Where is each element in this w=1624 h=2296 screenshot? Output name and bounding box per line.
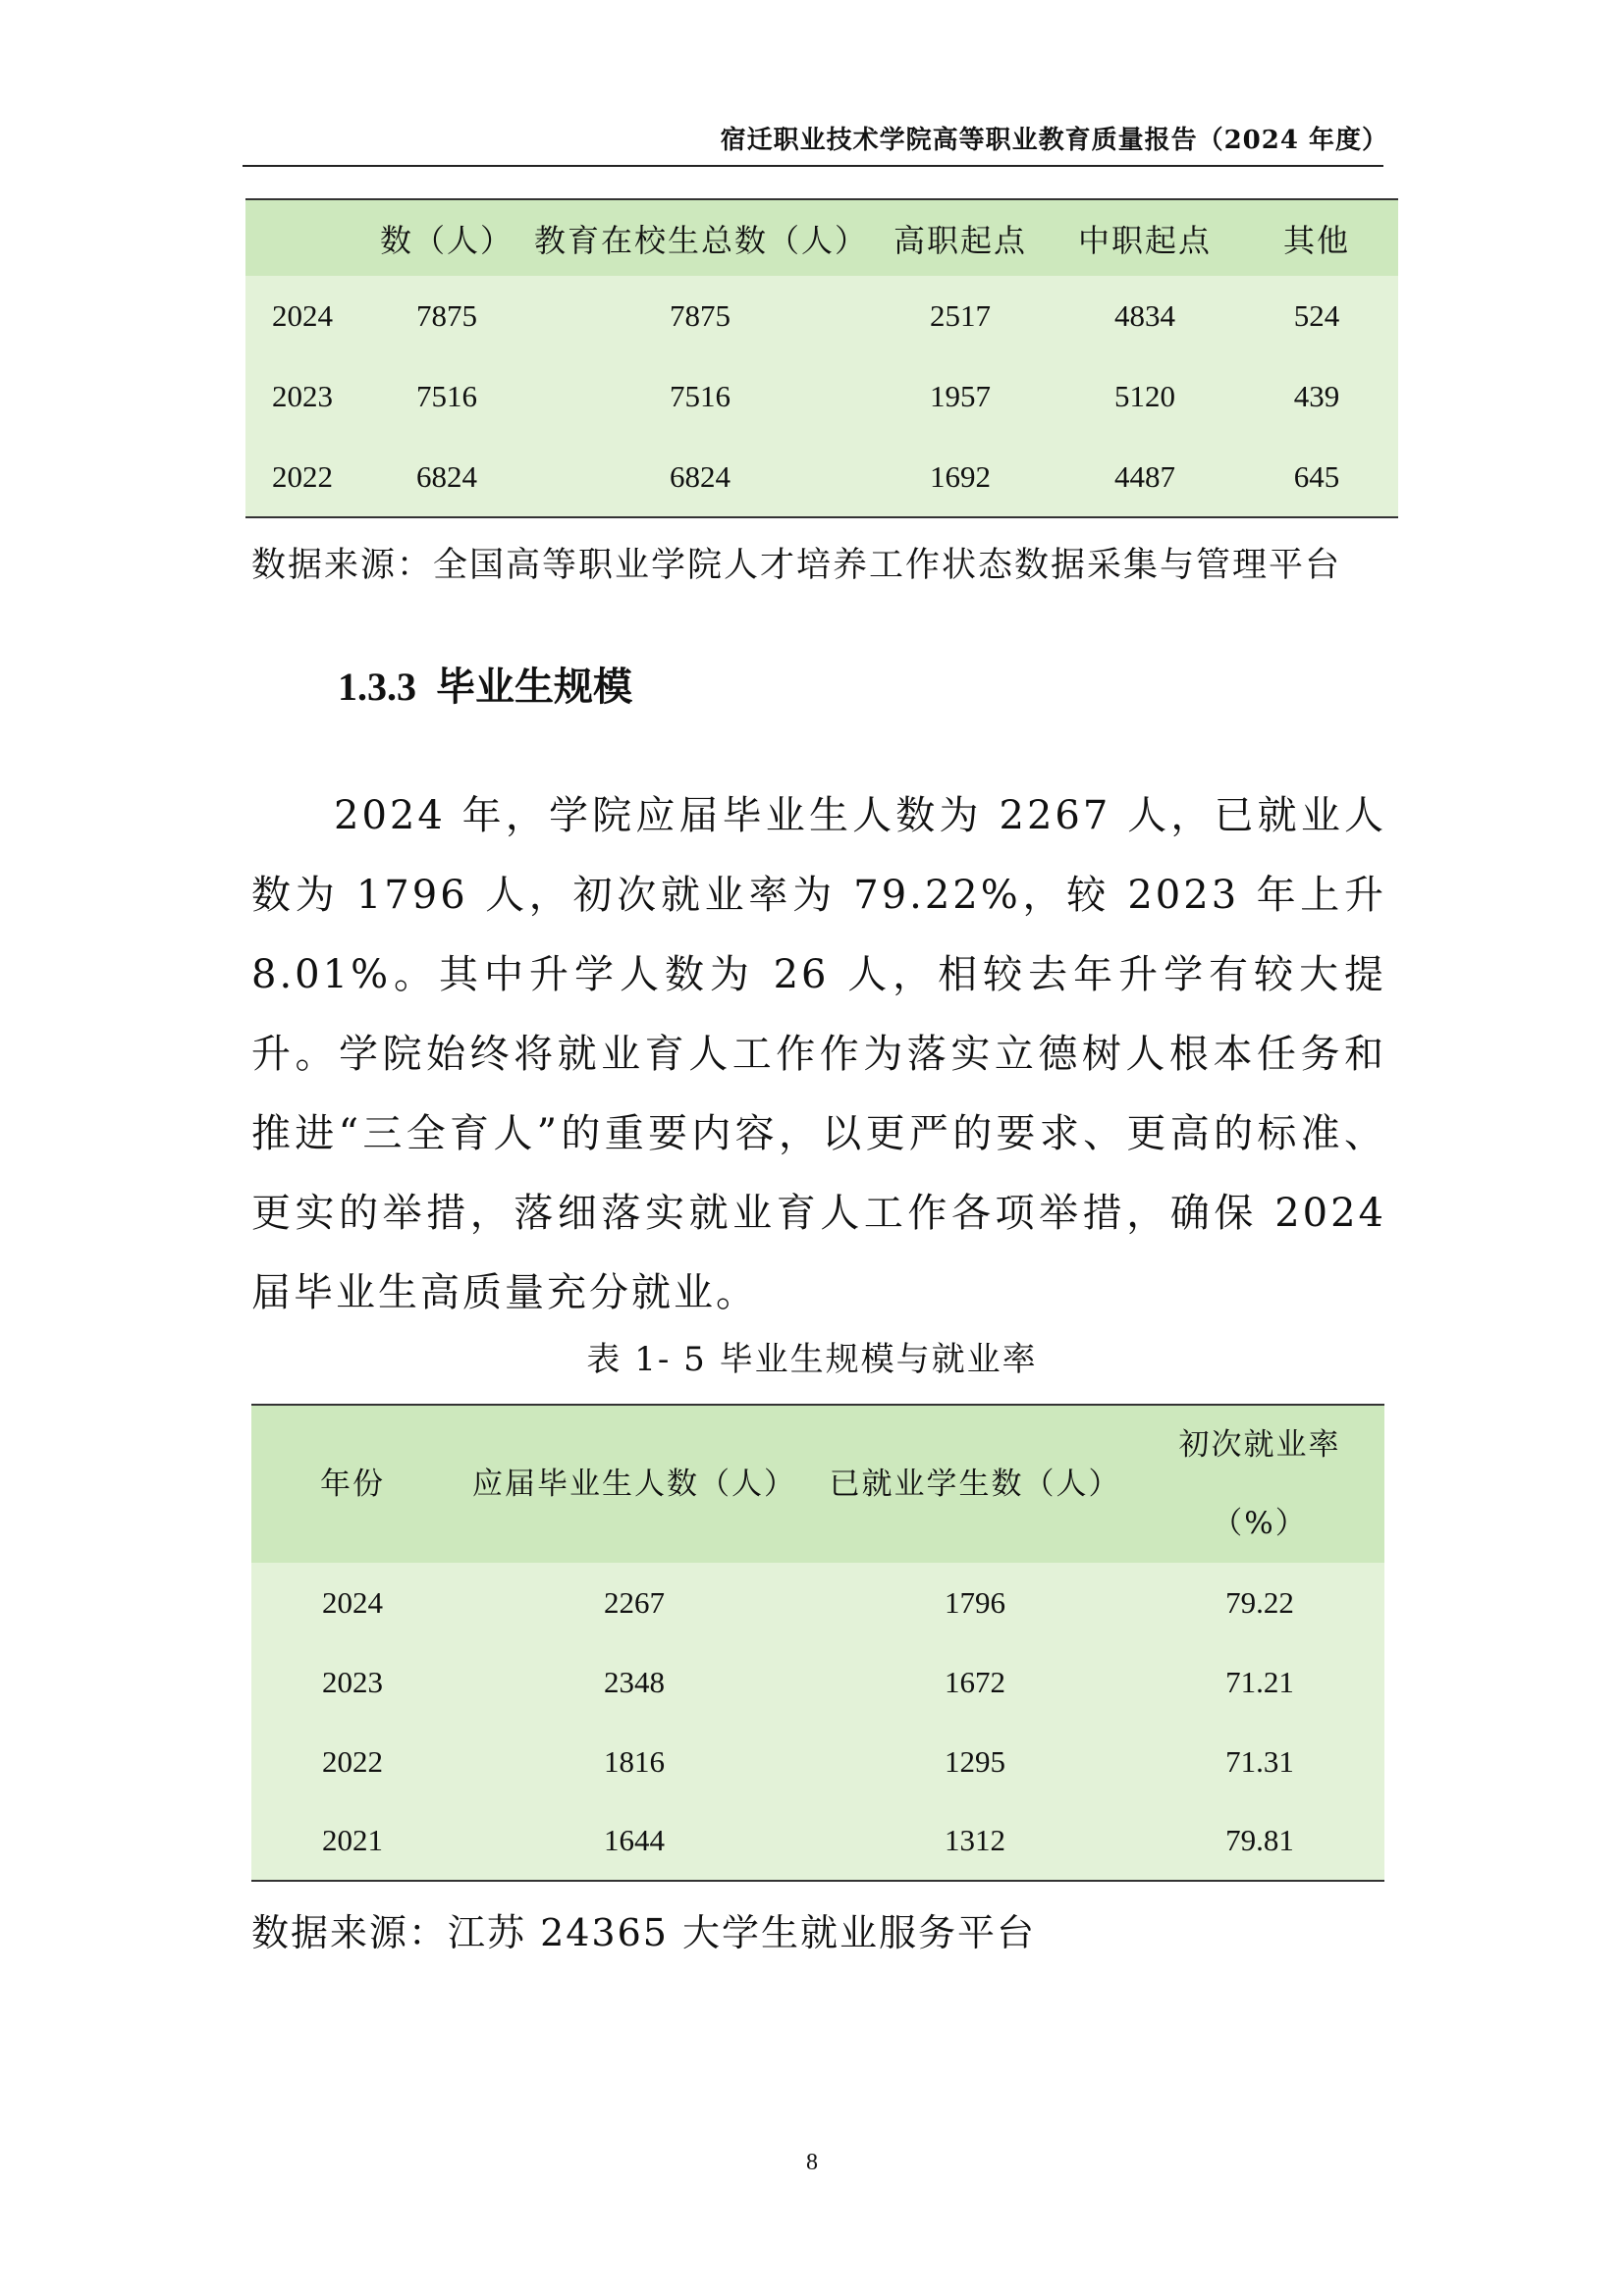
column-header-line: 初次就业率 xyxy=(1178,1427,1341,1463)
table-cell: 71.31 xyxy=(1225,1743,1294,1779)
table-cell: 2023 xyxy=(322,1664,383,1699)
table-source-note: 数据来源：江苏 24365 大学生就业服务平台 xyxy=(251,1911,1037,1954)
table-row xyxy=(245,437,1398,517)
table-cell: 2517 xyxy=(930,298,991,333)
table-row xyxy=(251,1722,1384,1801)
table-row xyxy=(245,276,1398,356)
table-cell: 7875 xyxy=(670,298,731,333)
column-header: 数（人） xyxy=(379,221,514,259)
table-header-row xyxy=(245,199,1398,276)
table-cell: 2021 xyxy=(322,1823,383,1857)
table-cell: 4487 xyxy=(1114,458,1175,494)
column-header: 中职起点 xyxy=(1077,221,1212,259)
enrollment-table xyxy=(245,198,1398,518)
table-cell: 2022 xyxy=(272,458,333,494)
table-cell: 2348 xyxy=(604,1664,665,1699)
table-cell: 1295 xyxy=(945,1743,1005,1779)
table-cell: 6824 xyxy=(416,458,477,494)
column-header: 已就业学生数（人） xyxy=(829,1467,1121,1502)
column-header xyxy=(245,199,359,276)
column-header-rate xyxy=(1135,1405,1384,1563)
table-cell: 2023 xyxy=(272,379,333,413)
report-header-title: 宿迁职业技术学院高等职业教育质量报告（2024 年度） xyxy=(720,126,1388,155)
table-cell: 1644 xyxy=(604,1823,665,1857)
page-number: 8 xyxy=(806,2150,818,2175)
section-number: 1.3.3 xyxy=(338,665,416,709)
table-row xyxy=(245,356,1398,437)
table-cell: 71.21 xyxy=(1225,1664,1294,1699)
table-header-row xyxy=(251,1405,1384,1563)
table-cell: 1692 xyxy=(930,458,991,494)
header-divider xyxy=(243,165,1383,167)
column-header: 其他 xyxy=(1282,221,1350,259)
table-cell: 7516 xyxy=(670,379,731,413)
table-row xyxy=(251,1642,1384,1722)
section-title: 毕业生规模 xyxy=(436,664,632,710)
body-paragraph: 2024 年，学院应届毕业生人数为 2267 人，已就业人数为 1796 人，初次就业率为 79.22%，较 2023 年上升 8.01%。其中升学人数为 26 人，相较去年升学有较大提升。学院始终将就业育人工作作为落实立德树人根本任务和推进“三全育人”的重要内容，以更严的要求、更高的标准、更实的举措，落细落实就业育人工作各项举措，确保 2024 届毕业生高质量充分就业。 xyxy=(251,793,1386,1315)
table-cell: 79.81 xyxy=(1225,1823,1294,1857)
table-cell: 1312 xyxy=(945,1823,1005,1857)
table-cell: 5120 xyxy=(1114,379,1175,413)
table-caption: 表 1- 5 毕业生规模与就业率 xyxy=(586,1340,1038,1379)
column-header-unit: （%） xyxy=(1212,1506,1308,1541)
table-cell: 2024 xyxy=(322,1584,383,1620)
table-cell: 4834 xyxy=(1114,298,1175,333)
table-row xyxy=(251,1801,1384,1881)
column-header: 年份 xyxy=(320,1467,385,1502)
graduate-employment-table xyxy=(251,1404,1384,1882)
section-heading xyxy=(338,656,632,712)
table-cell: 439 xyxy=(1293,379,1340,413)
table-source-note: 数据来源：全国高等职业学院人才培养工作状态数据采集与管理平台 xyxy=(251,546,1342,585)
column-header: 高职起点 xyxy=(893,221,1027,259)
table-cell: 1672 xyxy=(945,1664,1005,1699)
column-header: 应届毕业生人数（人） xyxy=(472,1467,796,1502)
table-cell: 79.22 xyxy=(1225,1584,1294,1620)
column-header: 教育在校生总数（人） xyxy=(534,221,869,259)
table-cell: 645 xyxy=(1293,458,1340,494)
table-cell: 7516 xyxy=(416,379,477,413)
table-cell: 1796 xyxy=(945,1584,1005,1620)
table-cell: 7875 xyxy=(416,298,477,333)
table-cell: 524 xyxy=(1293,298,1340,333)
table-cell: 2022 xyxy=(322,1743,383,1779)
table-cell: 1816 xyxy=(604,1743,665,1779)
table-cell: 1957 xyxy=(930,379,991,413)
table-cell: 2267 xyxy=(604,1584,665,1620)
table-cell: 6824 xyxy=(670,458,731,494)
table-row xyxy=(251,1563,1384,1642)
table-cell: 2024 xyxy=(272,298,333,333)
